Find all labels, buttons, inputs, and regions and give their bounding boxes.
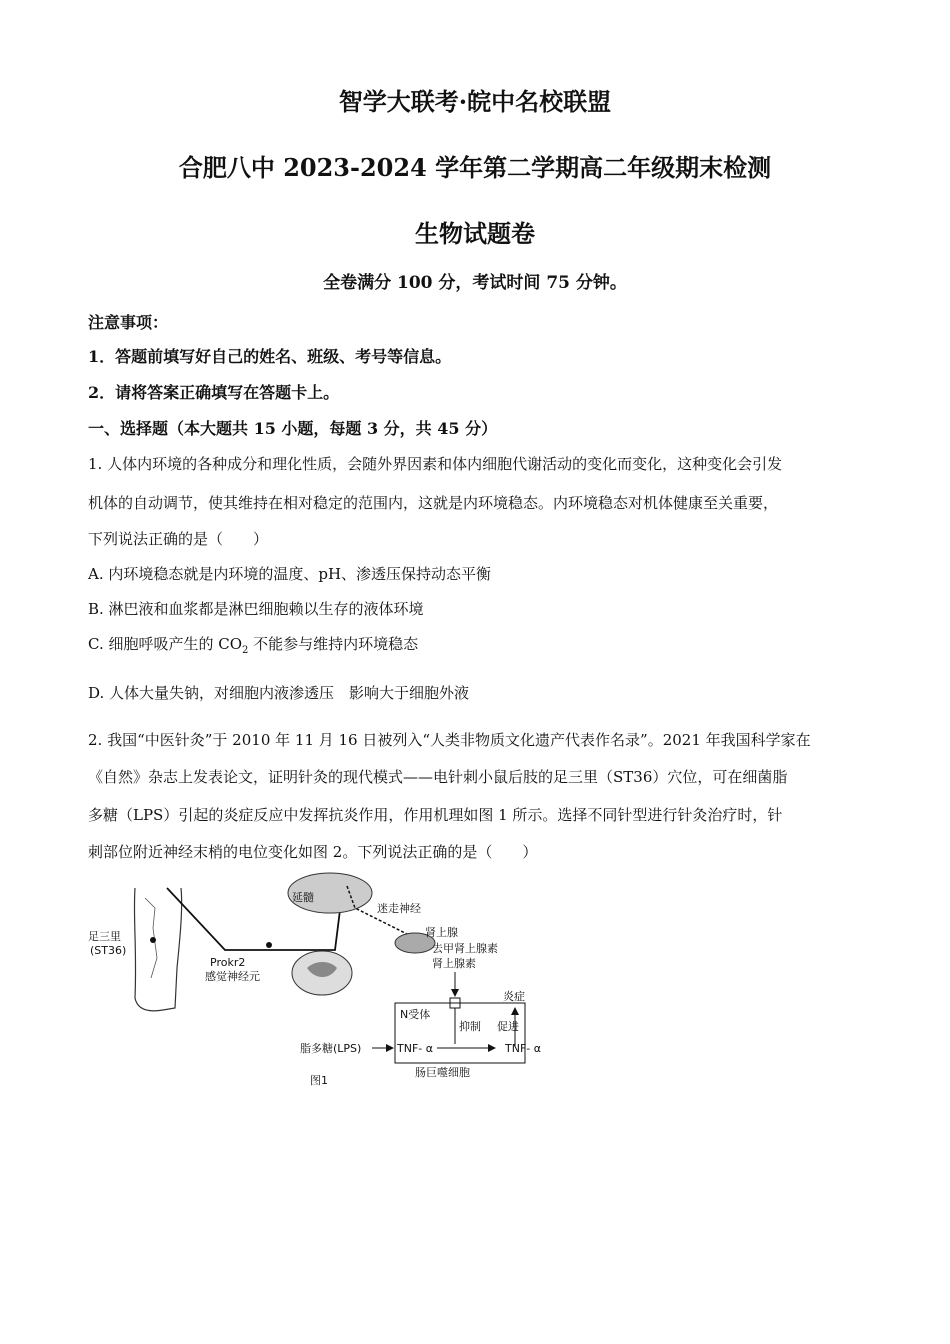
notice-item-2: 2．请将答案正确填写在答题卡上。 [88, 383, 340, 402]
label-zusanli: 足三里 [88, 930, 121, 943]
exam-alliance-title: 智学大联考·皖中名校联盟 [338, 87, 612, 116]
q2-stem-line-1: 2. 我国“中医针灸”于 2010 年 11 月 16 日被列入“人类非物质文化遗产代表作名录”。2021 年我国科学家在 [88, 731, 811, 749]
exam-score-time: 全卷满分 100 分，考试时间 75 分钟。 [323, 273, 627, 293]
q1-option-b: B. 淋巴液和血浆都是淋巴细胞赖以生存的液体环境 [88, 600, 424, 618]
mouse-hindlimb-outline [134, 888, 181, 1011]
sensory-nerve-path [167, 888, 285, 950]
label-shenshangxiansu: 肾上腺素 [432, 957, 476, 970]
label-tnf-1: TNF- α [397, 1042, 433, 1055]
q2-stem-line-2: 《自然》杂志上发表论文，证明针灸的现代模式——电针刺小鼠后肢的足三里（ST36）穴位，可在细菌脂 [88, 768, 788, 786]
label-st36: (ST36) [90, 944, 127, 957]
q1-option-a: A. 内环境稳态就是内环境的温度、pH、渗透压保持动态平衡 [88, 565, 492, 583]
label-lps: 脂多糖(LPS) [300, 1042, 362, 1055]
figure-caption: 图1 [310, 1074, 328, 1087]
notice-item-1: 1．答题前填写好自己的姓名、班级、考号等信息。 [88, 347, 452, 366]
label-yizhi: 抑制 [459, 1020, 481, 1033]
neuron-cell-body [266, 942, 272, 948]
q1-stem-line-2: 机体的自动调节，使其维持在相对稳定的范围内，这就是内环境稳态。内环境稳态对机体健康至关重要， [88, 494, 779, 512]
label-yanzheng: 炎症 [503, 990, 525, 1003]
label-qujia: 去甲肾上腺素 [432, 942, 498, 955]
q1-stem-line-3: 下列说法正确的是（ ） [88, 530, 269, 548]
q2-stem-line-4: 刺部位附近神经末梢的电位变化如图 2。下列说法正确的是（ ） [88, 843, 538, 861]
figure-1-diagram [85, 868, 565, 1098]
label-mizou: 迷走神经 [377, 902, 421, 915]
label-tnf-2: TNF- α [505, 1042, 541, 1055]
label-cujin: 促进 [497, 1020, 519, 1033]
label-cell: 肠巨噬细胞 [415, 1066, 470, 1079]
label-ganjue: 感觉神经元 [205, 970, 260, 983]
label-yansui: 延髓 [292, 891, 314, 904]
exam-school-title: 合肥八中 2023-2024 学年第二学期高二年级期末检测 [178, 153, 772, 182]
q1-option-c: C. 细胞呼吸产生的 $CO_2$ 不能参与维持内环境稳态 [88, 635, 419, 656]
acupoint-marker [150, 937, 156, 943]
q2-stem-line-3: 多糖（LPS）引起的炎症反应中发挥抗炎作用，作用机理如图 1 所示。选择不同针型进行针灸治疗时，针 [88, 806, 783, 824]
section-title: 一、选择题（本大题共 15 小题，每题 3 分，共 45 分） [88, 419, 498, 438]
q1-option-d: D. 人体大量失钠，对细胞内液渗透压 影响大于细胞外液 [88, 684, 470, 702]
notice-title: 注意事项： [88, 313, 169, 332]
label-prokr2: Prokr2 [210, 956, 246, 969]
label-shenshangxian: 肾上腺 [425, 926, 458, 939]
q1-stem-line-1: 1. 人体内环境的各种成分和理化性质，会随外界因素和体内细胞代谢活动的变化而变化，这种变化会引发 [88, 455, 783, 473]
exam-subject-title: 生物试题卷 [415, 219, 535, 248]
label-nshouti: N受体 [400, 1008, 431, 1021]
